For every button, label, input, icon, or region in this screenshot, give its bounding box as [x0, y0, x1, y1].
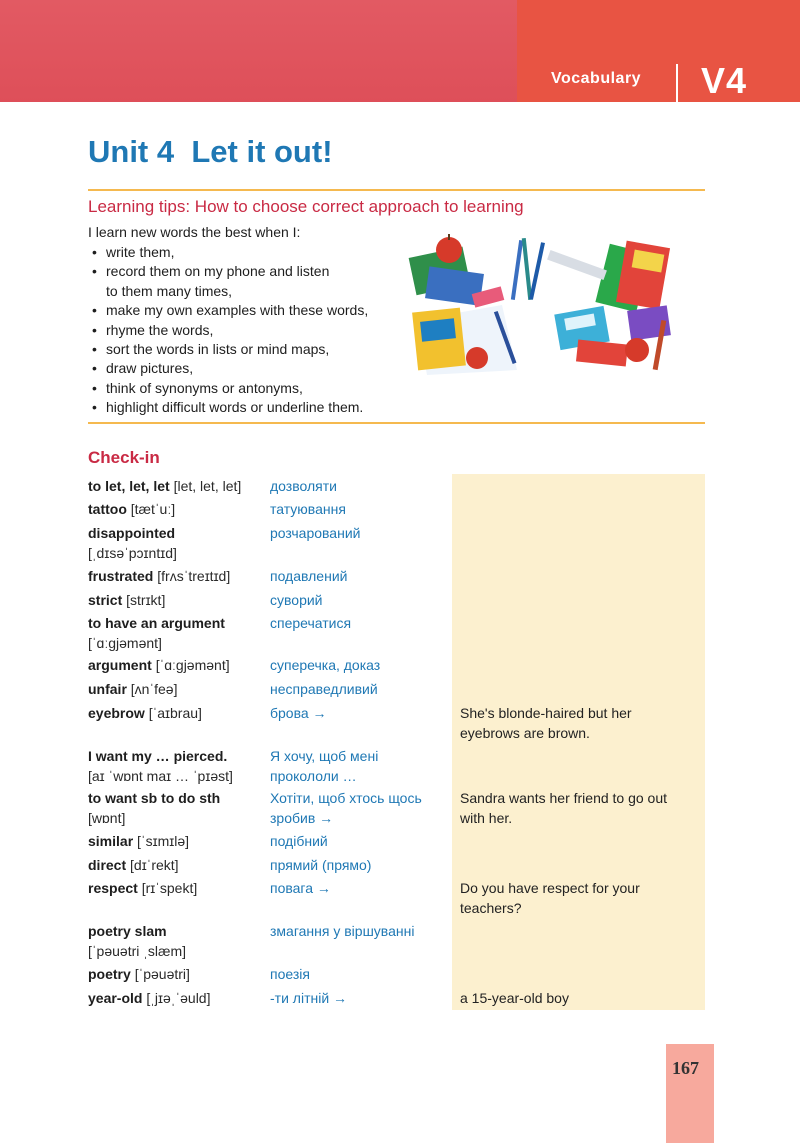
vocab-translation: Хотіти, щоб хтось щось зробив →: [270, 790, 422, 826]
list-item: • write them,: [88, 243, 368, 262]
vocab-ipa: [frʌsˈtreɪtɪd]: [157, 568, 231, 584]
list-item: • sort the words in lists or mind maps,: [88, 340, 368, 359]
vocab-translation: несправедливий: [270, 681, 378, 697]
book-label: [420, 318, 456, 341]
divider-bottom: [88, 422, 705, 424]
tab-divider: [676, 64, 678, 102]
list-item: • think of synonyms or antonyms,: [88, 379, 368, 398]
vocab-translation: розчарований: [270, 525, 361, 541]
apple-icon: [436, 237, 462, 263]
tips-intro: I learn new words the best when I:: [88, 224, 301, 240]
page-number: 167: [672, 1058, 699, 1078]
vocab-ipa: [ˈpəuətri]: [134, 966, 190, 982]
section-label: Vocabulary: [551, 70, 642, 87]
list-item: • record them on my phone and listen: [88, 262, 368, 281]
vocab-ipa: [dɪˈrekt]: [130, 857, 179, 873]
vocab-translation: Я хочу, щоб мені прокололи …: [270, 748, 379, 784]
vocab-ipa: [ˈaɪbrau]: [148, 705, 202, 721]
vocab-word: to want sb to do sth: [88, 790, 221, 806]
checkin-heading: Check-in: [88, 448, 160, 467]
vocab-translation: дозволяти: [270, 478, 337, 494]
vocab-ipa: [strɪkt]: [126, 592, 166, 608]
unit-code: V4: [701, 60, 748, 101]
vocab-word: to let, let, let: [88, 478, 170, 494]
vocab-word: frustrated: [88, 568, 154, 584]
vocab-translation: поезія: [270, 966, 310, 982]
vocab-word: respect: [88, 880, 138, 896]
vocab-translation: суворий: [270, 592, 323, 608]
vocab-ipa: [ˌdɪsəˈpɔɪntɪd]: [88, 544, 177, 561]
vocab-word: year-old: [88, 990, 143, 1006]
vocab-word: eyebrow: [88, 705, 145, 721]
apple-icon: [466, 347, 488, 369]
divider-top: [88, 189, 705, 191]
list-item: • highlight difficult words or underline them.: [88, 398, 368, 417]
vocab-ipa: [let, let, let]: [173, 478, 242, 494]
vocab-word: similar: [88, 833, 134, 849]
vocab-example: Do you have respect for your teachers?: [460, 880, 640, 916]
vocab-word: direct: [88, 857, 127, 873]
vocab-ipa: [ˈɑːgjəmənt]: [88, 634, 162, 651]
vocab-example: a 15-year-old boy: [460, 990, 569, 1006]
list-item: to them many times,: [106, 282, 233, 299]
tips-list: [88, 243, 368, 418]
vocab-translation: прямий (прямо): [270, 857, 372, 873]
school-supplies-illustration: [407, 230, 681, 375]
vocab-word: tattoo: [88, 501, 127, 517]
vocab-word: unfair: [88, 681, 127, 697]
page-title: Unit 4 Let it out!: [88, 134, 333, 169]
vocab-translation: змагання у віршуванні: [270, 923, 415, 939]
tips-heading: Learning tips: How to choose correct approach to learning: [88, 197, 524, 216]
vocab-translation: суперечка, доказ: [270, 657, 381, 673]
vocab-word: disappointed: [88, 525, 176, 541]
vocab-word: poetry: [88, 966, 131, 982]
vocab-example: She's blonde-haired but her eyebrows are brown.: [460, 705, 632, 741]
list-item: • draw pictures,: [88, 359, 368, 378]
vocab-ipa: [aɪ ˈwɒnt maɪ … ˈpɪəst]: [88, 767, 233, 784]
vocab-word: I want my … pierced.: [88, 748, 228, 764]
vocab-ipa: [tætˈuː]: [130, 501, 176, 517]
vocab-ipa: [ˈsɪmɪlə]: [137, 833, 189, 849]
vocab-word: to have an argument: [88, 615, 225, 631]
vocab-word: argument: [88, 657, 152, 673]
vocab-translation: подавлений: [270, 568, 348, 584]
vocab-ipa: [wɒnt]: [88, 809, 126, 826]
vocab-ipa: [ˈɑːgjəmənt]: [155, 657, 230, 673]
vocab-ipa: [ʌnˈfeə]: [130, 681, 178, 697]
list-item: • make my own examples with these words,: [88, 301, 368, 320]
vocab-translation: повага →: [270, 880, 331, 896]
vocab-translation: подібний: [270, 833, 328, 849]
vocab-ipa: [ˌjɪəˌˈəuld]: [146, 990, 211, 1006]
vocab-translation: брова →: [270, 705, 327, 721]
vocab-translation: татуювання: [270, 501, 346, 517]
vocab-translation: сперечатися: [270, 615, 352, 631]
vocab-word: strict: [88, 592, 123, 608]
vocab-example: Sandra wants her friend to go out with her.: [460, 790, 668, 826]
vocab-translation: -ти літній →: [270, 990, 348, 1006]
vocab-ipa: [rɪˈspekt]: [141, 880, 198, 896]
vocab-ipa: [ˈpəuətri ˌslæm]: [88, 942, 187, 959]
apple-icon: [625, 338, 649, 362]
list-item: • rhyme the words,: [88, 321, 368, 340]
vocab-word: poetry slam: [88, 923, 167, 939]
